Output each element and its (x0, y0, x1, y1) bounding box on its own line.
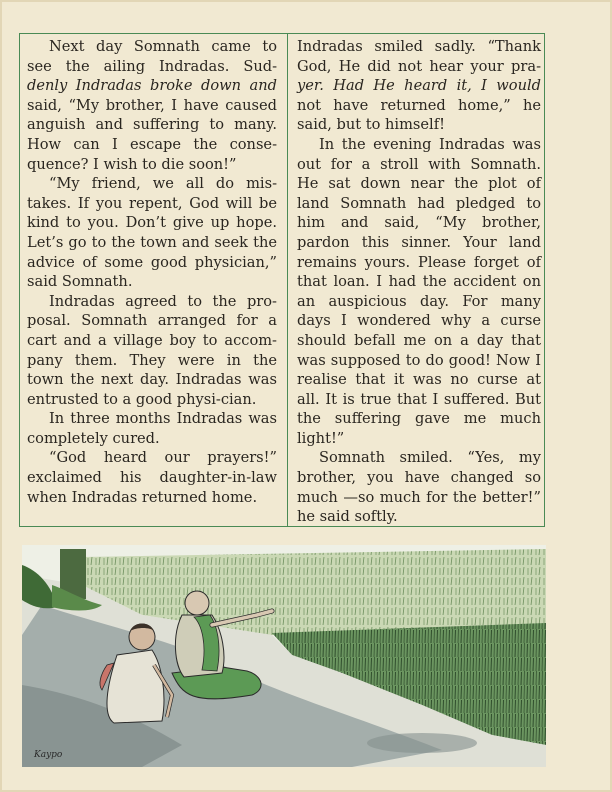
text-segment: In the evening Indradas was out for a stroll with Somnath. He sat down near the plot of land Somnath had pledged to him and said, “My brother, pardon this sinner. Your land remains yours. Please forget of that loan. I had the accident on an auspicious day. For many days I wondered why a curse should befall me on a day that was supposed to do good! Now I realise that it was no curse at all. It is true that I suffered. But the suffering gave me much light!” (297, 135, 541, 447)
italic-text: yer. Had He heard it, I would (297, 77, 541, 95)
text-segment: not have returned home,” he said, but to himself! (297, 96, 541, 134)
paragraph (27, 37, 277, 174)
text-segment: said, “My brother, I have caused anguish and suffering to many. How can I escape the conse-quence? I wish to die soon!” (27, 96, 277, 173)
text-segment: In three months Indradas was completely cured. (27, 410, 277, 447)
artist-signature: Kaypo (34, 750, 63, 760)
paragraph (27, 448, 277, 507)
text-segment: Indradas agreed to the pro-posal. Somnath arranged for a cart and a village boy to accom-pany them. They were in the town the next day. Indradas was entrusted to a good physi-cian. (27, 292, 277, 408)
paragraph (297, 448, 541, 526)
right-column (297, 37, 541, 527)
paragraph (27, 292, 277, 410)
text-segment: Next day Somnath came to see the ailing Indradas. Sud- (27, 38, 277, 75)
puddle-shadow (367, 733, 477, 753)
text-segment: Indradas smiled sadly. “Thank God, He did not hear your pra- (297, 38, 541, 75)
paragraph (297, 37, 541, 135)
column-divider (287, 33, 288, 527)
text-segment: “God heard our prayers!” exclaimed his daughter-in-law when Indradas returned home. (27, 449, 277, 506)
paragraph (297, 135, 541, 449)
text-segment: “My friend, we all do mis-takes. If you repent, God will be kind to you. Don’t give up hope. Let’s go to the town and seek the advice of some good physician,” said Somnath. (27, 175, 277, 291)
italic-text: denly Indradas broke down and (27, 77, 277, 95)
illustration-scene (22, 545, 546, 767)
paragraph (27, 409, 277, 448)
story-illustration (22, 545, 546, 767)
left-column (27, 37, 277, 507)
text-segment: Somnath smiled. “Yes, my brother, you have changed so much —so much for the better!” he said softly. (297, 449, 541, 526)
paragraph (27, 174, 277, 292)
